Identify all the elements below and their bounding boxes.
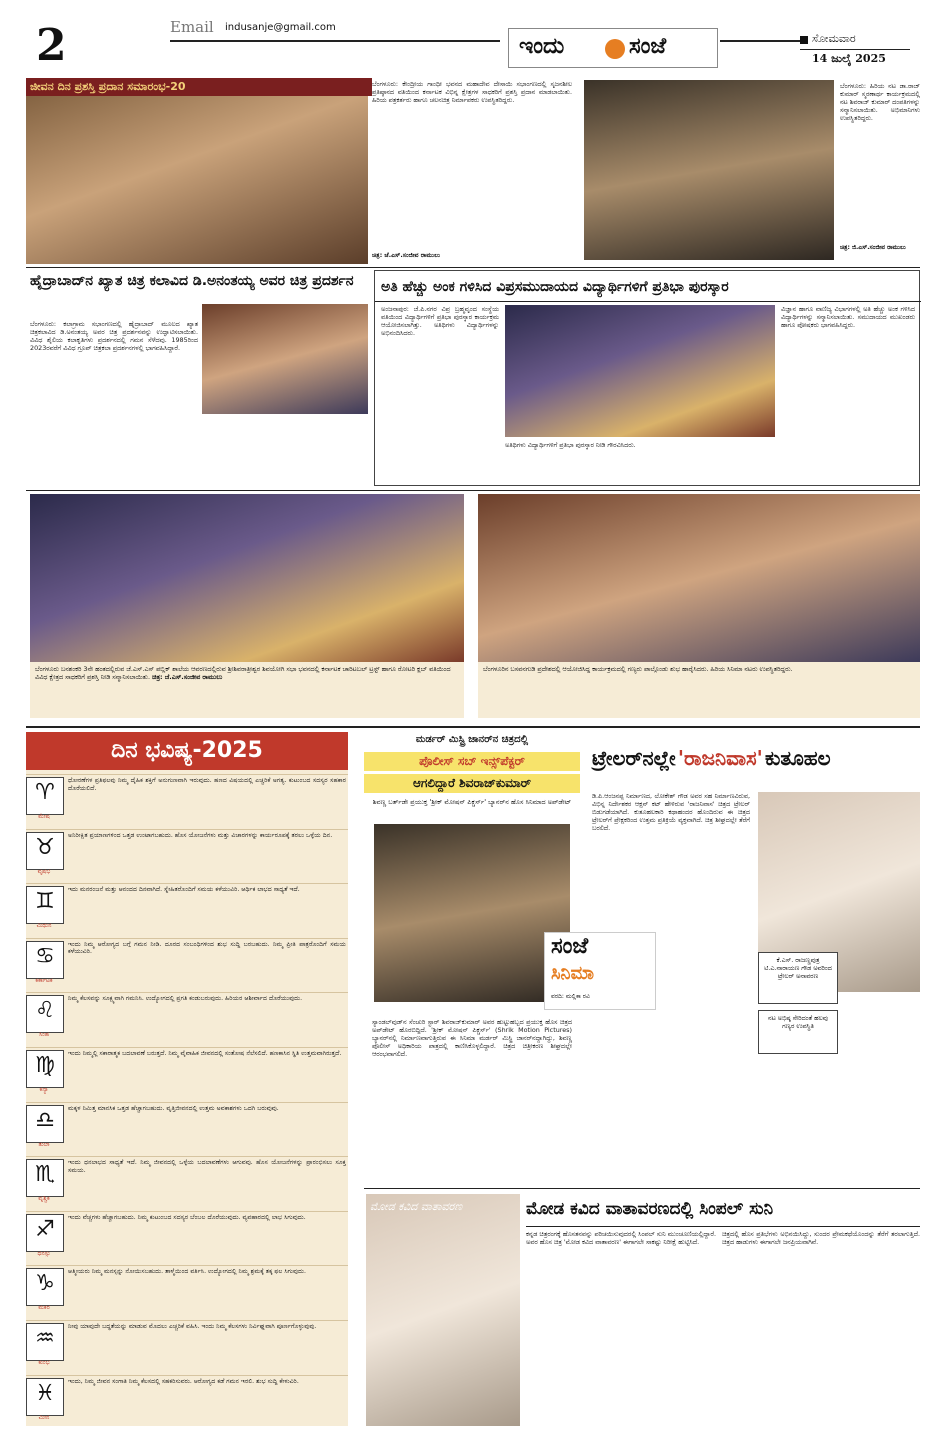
paper-logo xyxy=(508,28,718,68)
cinema-left-section xyxy=(364,732,595,1184)
art-exhibition-body-text: ಬೆಂಗಳೂರು: ಕಲಾಗ್ರಾಮ ಸಭಾಂಗಣದಲ್ಲಿ ಹೈದ್ರಾಬಾದ್ ಮೂಲದ ಖ್ಯಾತ ಚಿತ್ರಕಲಾವಿದ ಡಿ.ಅನಂತಯ್ಯ ಅವರ ಚಿತ್ರ ಪ್ರದರ್ಶನವನ್ನು ಉದ್ಘಾಟಿಸಲಾಯಿತು. ವಿವಿಧ ಶೈಲಿಯ ಕಲಾಕೃತಿಗಳು ಪ್ರದರ್ಶನದಲ್ಲಿ ಗಮನ ಸೆಳೆದವು. 1985ರಿಂದ 2023ರವರೆಗೆ ವಿವಿಧ ಗ್ರೂಪ್ ಚಿತ್ರಕಲಾ ಪ್ರದರ್ಶನಗಳಲ್ಲಿ ಭಾಗವಹಿಸಿದ್ದಾರೆ. xyxy=(30,320,198,352)
masthead xyxy=(0,0,945,76)
zodiac-sign-name: ವೃಷಭ xyxy=(37,867,51,875)
award-photo-credit: ಚಿತ್ರ: ಜೆ.ಎಸ್.ಸಂಜೀವ ರಾಮುಲು xyxy=(372,252,441,259)
rajanivasa-note-1-text: ಕೆ.ಎಸ್. ರಾಜಣ್ಣಪುತ್ರ ಟಿ.ಎ.ನಾರಾಯಣ ಗೌಡ ಅವರಿಂದ ಟ್ರೇಲರ್ ಅನಾವರಣ xyxy=(764,956,832,980)
zodiac-sign-name: ಮೇಷ xyxy=(38,813,50,820)
moda-kavida-headline: ಮೋಡ ಕವಿದ ವಾತಾವರಣದಲ್ಲಿ ಸಿಂಪಲ್ ಸುನಿ xyxy=(526,1199,774,1219)
zodiac-sign-icon: ♑ xyxy=(26,1268,64,1306)
pratibha-photo-caption: ಅತಿಥಿಗಳು ವಿದ್ಯಾರ್ಥಿಗಳಿಗೆ ಪ್ರತಿಭಾ ಪುರಸ್ಕಾರ ನೀಡಿ ಗೌರವಿಸಿದರು. xyxy=(505,441,636,449)
moda-kavida-body-right-text: ಚಿತ್ರದಲ್ಲಿ ಹೊಸ ಪ್ರತಿಭೆಗಳು ಅಭಿನಯಿಸಿದ್ದು, ಸುಂದರ ಪ್ರೇಮಕಥೆಯೊಂದನ್ನು ತೆರೆಗೆ ತರಲಾಗುತ್ತಿದೆ. ಚಿತ್ರದ ಹಾಡುಗಳು ಈಗಾಗಲೇ ಜನಪ್ರಿಯವಾಗಿವೆ. xyxy=(722,1230,920,1246)
horoscope-row xyxy=(26,1156,348,1210)
masthead-line-right xyxy=(720,40,800,42)
zodiac-sign-name: ಕನ್ಯಾ xyxy=(39,1086,49,1093)
rajanivasa-body-col3 xyxy=(758,1082,920,1182)
zodiac-prediction-text: ನೀವು ಯಾವುದೇ ಬದ್ಧತೆಯನ್ನು ಮಾಡುವ ಮೊದಲು ಎಚ್ಚರಿಕೆ ವಹಿಸಿ. ಇಂದು ನಿಮ್ಮ ಕೆಲಸಗಳು ನಿರ್ವಿಘ್ನವಾಗಿ ಪೂರ್ಣಗೊಳ್ಳುವುವು. xyxy=(68,1323,317,1330)
pratibha-box xyxy=(374,270,920,486)
award-function-caption xyxy=(30,662,464,718)
horoscope-row xyxy=(26,1102,348,1156)
felicitation-article-text xyxy=(840,82,920,242)
zodiac-sign-icon: ♎ xyxy=(26,1105,64,1143)
moda-kavida-body-left xyxy=(526,1230,716,1426)
pratibha-award-photo xyxy=(505,305,775,437)
cinema-headline-black: ಆಗಲಿದ್ದಾರೆ ಶಿವರಾಜ್‌ಕುಮಾರ್ xyxy=(364,774,580,793)
zodiac-prediction-text: ಇಂದು, ನಿಮ್ಮ ಜೀವನ ಸಂಗಾತಿ ನಿಮ್ಮ ಕೆಲಸದಲ್ಲಿ ಸಹಕರಿಸುವರು. ಆರೋಗ್ಯದ ಕಡೆ ಗಮನ ಇರಲಿ. ಶುಭ ಸುದ್ದಿ ಕೇಳುವಿರಿ. xyxy=(68,1377,299,1385)
zodiac-sign-icon: ♈ xyxy=(26,777,64,815)
rajanivasa-headline-black: ಟ್ರೇಲರ್‌ನಲ್ಲೇ xyxy=(592,746,676,770)
day-label: ಸೋಮವಾರ xyxy=(812,32,856,45)
zodiac-sign-name: ತುಲಾ xyxy=(38,1140,50,1148)
zodiac-sign-name: ಮೀನ xyxy=(38,1413,50,1421)
award-article-body: ಬೆಂಗಳೂರು: ಕೇಂದ್ರೀಯ ಗಾಂಧೀ ಭವನದ ಮಹಾದೇವ ದೇಸಾಯಿ ಸಭಾಂಗಣದಲ್ಲಿ ಸೃಜನಶೀಲ ಪ್ರತಿಷ್ಠಾನದ ವತಿಯಿಂದ ಕರ್ನಾಟಕ ವಿಭಿನ್ನ ಕ್ಷೇತ್ರಗಳ ಸಾಧಕರಿಗೆ ಪ್ರಶಸ್ತಿ ಪ್ರದಾನ ಮಾಡಲಾಯಿತು. ಹಿರಿಯ ಪತ್ರಕರ್ತರು ಹಾಗೂ ಚಲನಚಿತ್ರ ನಿರ್ಮಾಪಕರು ಉಪಸ್ಥಿತರಿದ್ದರು. xyxy=(372,80,572,104)
zodiac-sign-icon: ♓ xyxy=(26,1378,64,1416)
badge-credit: ವರದಿ: ಮಲ್ಲಿಕಾ ರವಿ xyxy=(551,993,590,1000)
zodiac-sign-name: ಧನಸ್ಸು xyxy=(37,1249,51,1257)
zodiac-prediction-text: ಇದು ಮನರಂಜನೆ ಮತ್ತು ಆನಂದದ ದಿನವಾಗಿದೆ. ಸ್ನೇಹಿತರೊಂದಿಗೆ ಸಮಯ ಕಳೆಯುವಿರಿ. ಆರ್ಥಿಕ ಲಾಭದ ಸಾಧ್ಯತೆ ಇದೆ. xyxy=(68,886,300,894)
moda-kavida-body-left-text: ಕನ್ನಡ ಚಿತ್ರರಂಗಕ್ಕೆ ಹೊಸತನವನ್ನು ಪರಿಚಯಿಸುವುದರಲ್ಲಿ ಸಿಂಪಲ್ ಸುನಿ ಮುಂಚೂಣಿಯಲ್ಲಿದ್ದಾರೆ. ಅವರ ಹೊಸ ಚಿತ್ರ 'ಮೋಡ ಕವಿದ ವಾತಾವರಣ' ಈಗಾಗಲೇ ಸಾಕಷ್ಟು ನಿರೀಕ್ಷೆ ಹುಟ್ಟಿಸಿದೆ. xyxy=(526,1230,716,1246)
dignitaries-event-caption-text: ಬೆಂಗಳೂರಿನ ಬಸವನಗುಡಿ ಪ್ರದೇಶದಲ್ಲಿ ಆಯೋಜಿಸಿದ್ದ ಕಾರ್ಯಕ್ರಮದಲ್ಲಿ ಗಣ್ಯರು ಪಾಲ್ಗೊಂಡು ಶುಭ ಹಾರೈಸಿದರು. ಹಿರಿಯ ಸಿನಿಮಾ ನಟರು ಉಪಸ್ಥಿತರಿದ್ದರು. xyxy=(483,665,793,673)
rajanivasa-note-1 xyxy=(758,952,838,1004)
zodiac-sign-name: ಕರ್ಕಾಟಕ xyxy=(35,976,53,984)
date-box xyxy=(800,30,920,70)
zodiac-sign-icon: ♋ xyxy=(26,941,64,979)
rajanivasa-body xyxy=(592,792,750,1182)
cinema-headline-red: ಪೊಲೀಸ್ ಸಬ್ ಇನ್ಸ್‌ಪೆಕ್ಟರ್ xyxy=(364,752,580,771)
rajanivasa-note-2 xyxy=(758,1010,838,1054)
zodiac-prediction-text: ಇಂದು ನಿಮ್ಮ ಆರೋಗ್ಯದ ಬಗ್ಗೆ ಗಮನ ನೀಡಿ. ದೂರದ ಸಂಬಂಧಿಗಳಿಂದ ಶುಭ ಸುದ್ದಿ ಬರಬಹುದು. ನಿಮ್ಮ ಪ್ರೀತಿ ಪಾತ್ರರೊಂದಿಗೆ ಸಮಯ ಕಳೆಯುವಿರಿ. xyxy=(68,940,346,956)
zodiac-prediction-text: ಇಂದು ಧನಲಾಭದ ಸಾಧ್ಯತೆ ಇದೆ. ನಿಮ್ಮ ಜೀವನದಲ್ಲಿ ಒಳ್ಳೆಯ ಬದಲಾವಣೆಗಳು ಆಗುವವು. ಹೊಸ ಯೋಜನೆಗಳನ್ನು ಪ್ರಾರಂಭಿಸಲು ಸೂಕ್ತ ಸಮಯ. xyxy=(68,1159,346,1174)
award-function-photo xyxy=(30,494,464,662)
rajanivasa-headline xyxy=(592,746,920,782)
email-address[interactable]: indusanje@gmail.com xyxy=(225,22,336,33)
zodiac-sign-icon: ♉ xyxy=(26,832,64,870)
art-exhibition-headline: ಹೈದ್ರಾಬಾದ್‌ನ ಖ್ಯಾತ ಚಿತ್ರ ಕಲಾವಿದ ಡಿ.ಅನಂತಯ್ಯ ಅವರ ಚಿತ್ರ ಪ್ರದರ್ಶನ xyxy=(30,273,354,289)
zodiac-sign-icon: ♏ xyxy=(26,1159,64,1197)
poster-title-text: ಮೋಡ ಕವಿದ ವಾತಾವರಣ xyxy=(370,1200,463,1213)
art-exhibition-body xyxy=(30,320,198,486)
divider-cinema xyxy=(364,1188,920,1189)
zodiac-sign-name: ವೃಶ್ಚಿಕ xyxy=(38,1195,50,1203)
award-banner: ಜೀವನ ದಿನ ಪ್ರಶಸ್ತಿ ಪ್ರದಾನ ಸಮಾರಂಭ-20 xyxy=(26,78,372,96)
dignitaries-event-photo xyxy=(478,494,920,662)
horoscope-row xyxy=(26,1265,348,1319)
felicitation-article-body: ಬೆಂಗಳೂರು: ಹಿರಿಯ ನಟ ಡಾ.ರಾಜ್ ಕುಮಾರ್ ಸ್ಮರಣಾರ್ಥ ಕಾರ್ಯಕ್ರಮದಲ್ಲಿ ನಟ ಶಿವರಾಜ್ ಕುಮಾರ್ ದಂಪತಿಗಳನ್ನು ಸನ್ಮಾನಿಸಲಾಯಿತು. ಅಭಿಮಾನಿಗಳು ಉಪಸ್ಥಿತರಿದ್ದರು. xyxy=(840,82,920,122)
pratibha-body-left: ಅಂಜನಾಪುರ: ಜೆ.ಪಿ.ನಗರ ವಿಪ್ರ ಬ್ರಹ್ಮವೃಂದ ಸಂಸ್ಥೆಯ ವತಿಯಿಂದ ವಿದ್ಯಾರ್ಥಿಗಳಿಗೆ ಪ್ರತಿಭಾ ಪುರಸ್ಕಾರ ಕಾರ್ಯಕ್ರಮ ಆಯೋಜಿಸಲಾಗಿತ್ತು. ಅತಿಥಿಗಳು ವಿದ್ಯಾರ್ಥಿಗಳನ್ನು ಅಭಿನಂದಿಸಿದರು. xyxy=(381,305,499,337)
cinema-kicker: ಮರ್ಡರ್ ಮಿಸ್ಟ್ರಿ ಜಾನರ್‌ನ ಚಿತ್ರದಲ್ಲಿ xyxy=(415,734,529,745)
masthead-line-left xyxy=(170,40,500,42)
rajanivasa-body-col2 xyxy=(844,1000,920,1080)
sun-logo-icon xyxy=(605,39,625,59)
award-function-caption-text: ಬೆಂಗಳೂರು ಬನಶಂಕರಿ 3ನೇ ಹಂತದಲ್ಲಿರುವ ಜೆ.ಎಸ್.ಎಸ್ ಪಬ್ಲಿಕ್ ಶಾಲೆಯ ಆವರಣದಲ್ಲಿರುವ ಶ್ರೀಶಿವರಾತ್ರೀಶ್ವರ ಶಿವಯೋಗಿ ಸಭಾ ಭವನದಲ್ಲಿ ಕರ್ನಾಟಕ ಚಾರಿಟಬಲ್ ಟ್ರಸ್ಟ್ ಹಾಗೂ ರೋಟರಿ ಕ್ಲಬ್ ವತಿಯಿಂದ ವಿವಿಧ ಕ್ಷೇತ್ರದ ಸಾಧಕರಿಗೆ ಪ್ರಶಸ್ತಿ ನೀಡಿ ಸನ್ಮಾನಿಸಲಾಯಿತು. xyxy=(35,665,451,681)
badge-top-text: ಸಂಜೆ xyxy=(551,934,589,959)
rajanivasa-headline-tail: ಕುತೂಹಲ xyxy=(765,746,831,770)
zodiac-sign-name: ಮಿಥುನ xyxy=(36,922,52,930)
horoscope-row xyxy=(26,883,348,937)
cinema-left-body: ಸ್ಯಾಂಡಲ್‌ವುಡ್‌ನ ಸೆಂಚುರಿ ಸ್ಟಾರ್ ಶಿವರಾಜ್‌ಕುಮಾರ್ ಅವರ ಹುಟ್ಟುಹಬ್ಬದ ಪ್ರಯುಕ್ತ ಹೊಸ ಚಿತ್ರದ ಅಪ್‌ಡೇಟ್ ಹೊರಬಿದ್ದಿದೆ. 'ಶ್ರೀಕ್ ಮೋಷನ್ ಪಿಕ್ಚರ್ಸ್' (Shrik Motion Pictures) ಬ್ಯಾನರ್‌ನಲ್ಲಿ ನಿರ್ಮಾಣವಾಗುತ್ತಿರುವ ಈ ಸಿನಿಮಾ ಮರ್ಡರ್ ಮಿಸ್ಟ್ರಿ ಜಾನರ್‌ನದ್ದಾಗಿದ್ದು, ಶಿವಣ್ಣ ಪೊಲೀಸ್ ಅಧಿಕಾರಿಯ ಪಾತ್ರದಲ್ಲಿ ಕಾಣಿಸಿಕೊಳ್ಳಲಿದ್ದಾರೆ. ಚಿತ್ರದ ಚಿತ್ರೀಕರಣ ಶೀಘ್ರದಲ್ಲೇ ಆರಂಭವಾಗಲಿದೆ. xyxy=(372,1018,572,1058)
horoscope-row xyxy=(26,1211,348,1265)
page-number: 2 xyxy=(36,20,67,71)
zodiac-sign-icon: ♍ xyxy=(26,1050,64,1088)
moda-headline-rule xyxy=(526,1226,920,1227)
horoscope-row xyxy=(26,774,348,828)
badge-bottom-text: ಸಿನಿಮಾ xyxy=(551,963,595,984)
zodiac-sign-name: ಕುಂಭ xyxy=(38,1359,50,1366)
horoscope-row xyxy=(26,829,348,883)
rajanivasa-body-text: ಡಿ.ಪಿ.ಆಂಜನಪ್ಪ ನಿರ್ಮಾಣದ, ಲೋಕೇಶ್ ಗೌಡ ಅವರ ಸಹ ನಿರ್ಮಾಣವಿರುವ, ವಿಭಿನ್ನ ನಿರ್ದೇಶಕರ ಆಕ್ಷನ್ ಕಟ್ ಹೇಳಿರುವ 'ರಾಜನಿವಾಸ' ಚಿತ್ರದ ಟ್ರೇಲರ್ ಬಿಡುಗಡೆಯಾಗಿದೆ. ಕುತೂಹಲಕಾರಿ ಕಥಾಹಂದರ ಹೊಂದಿರುವ ಈ ಚಿತ್ರದ ಟ್ರೇಲರ್‌ಗೆ ಪ್ರೇಕ್ಷಕರಿಂದ ಉತ್ತಮ ಪ್ರತಿಕ್ರಿಯೆ ವ್ಯಕ್ತವಾಗಿದೆ. ಚಿತ್ರ ಶೀಘ್ರದಲ್ಲೇ ತೆರೆಗೆ ಬರಲಿದೆ. xyxy=(592,792,750,832)
zodiac-prediction-text: ಅನಿರೀಕ್ಷಿತ ಪ್ರಯಾಣಗಳಿಂದ ಒತ್ತಡ ಉಂಟಾಗಬಹುದು. ಹೊಸ ಯೋಜನೆಗಳು ಮತ್ತು ವಿಚಾರಗಳನ್ನು ಕಾರ್ಯರೂಪಕ್ಕೆ ತರಲು ಒಳ್ಳೆಯ ದಿನ. xyxy=(68,831,333,839)
horoscope-row xyxy=(26,1047,348,1101)
horoscope-title: ದಿನ ಭವಿಷ್ಯ-2025 xyxy=(26,732,348,770)
rajanivasa-note-2-text: ನಟ ಅಭಿಷ್ಠ ಸೇರಿದಂತೆ ಹಲವು ಗಣ್ಯರ ಉಪಸ್ಥಿತಿ xyxy=(768,1014,828,1030)
paper-name-right: ಸಂಜೆ xyxy=(629,34,667,59)
art-exhibition-body-continued xyxy=(202,418,368,486)
moda-kavida-body-right xyxy=(722,1230,920,1426)
divider-top xyxy=(26,267,920,268)
zodiac-prediction-text: ನಿಮ್ಮ ಕೆಲಸವನ್ನು ಸೂಕ್ಷ್ಮವಾಗಿ ಗಮನಿಸಿ. ಉದ್ಯೋಗದಲ್ಲಿ ಪ್ರಗತಿ ಕಂಡುಬರುವುದು. ಹಿರಿಯರ ಆಶೀರ್ವಾದ ದೊರೆಯುವುದು. xyxy=(68,995,303,1003)
date-label: 14 ಜುಲೈ 2025 xyxy=(812,52,886,65)
shivarajkumar-poster-photo xyxy=(374,824,570,1002)
award-function-credit: ಚಿತ್ರ: ಜೆ.ಎಸ್.ಸಂಜೀವ ರಾಮುಲು xyxy=(152,673,223,681)
zodiac-sign-icon: ♒ xyxy=(26,1323,64,1361)
zodiac-prediction-text: ಮಕ್ಕಳ ನಿಮಿತ್ತ ಮಾನಸಿಕ ಒತ್ತಡ ಹೆಚ್ಚಾಗಬಹುದು. ವೃತ್ತಿಜೀವನದಲ್ಲಿ ಉತ್ತಮ ಅವಕಾಶಗಳು ಒದಗಿ ಬರುವುವು. xyxy=(68,1104,279,1112)
zodiac-sign-icon: ♐ xyxy=(26,1214,64,1252)
horoscope-row xyxy=(26,1375,348,1429)
square-icon xyxy=(800,36,808,44)
horoscope-row xyxy=(26,1320,348,1374)
cinema-tagline: ಶಿವಣ್ಣ ಬರ್ತ್‌ಡೇ ಪ್ರಯುಕ್ತ 'ಶ್ರೀಕ್ ಮೋಷನ್ ಪಿಕ್ಚರ್ಸ್' ಬ್ಯಾನರ್‌ನ ಹೊಸ ಸಿನಿಮಾದ ಅಪ್‌ಡೇಟ್ xyxy=(372,798,572,806)
pratibha-body-right: ವಿಜ್ಞಾನ ಹಾಗೂ ವಾಣಿಜ್ಯ ವಿಭಾಗಗಳಲ್ಲಿ ಅತಿ ಹೆಚ್ಚು ಅಂಕ ಗಳಿಸಿದ ವಿದ್ಯಾರ್ಥಿಗಳನ್ನು ಸನ್ಮಾನಿಸಲಾಯಿತು. ಸಮುದಾಯದ ಮುಖಂಡರು ಹಾಗೂ ಪೋಷಕರು ಭಾಗವಹಿಸಿದ್ದರು. xyxy=(781,305,915,329)
felicitation-photo-credit: ಚಿತ್ರ: ಜಿ.ಎಸ್.ಸಂಜೀವ ರಾಮುಲು xyxy=(840,244,906,251)
zodiac-sign-icon: ♊ xyxy=(26,886,64,924)
award-ceremony-photo xyxy=(26,78,368,264)
zodiac-prediction-text: ಆತ್ಮೀಯರು ನಿಮ್ಮ ಮನಸ್ಸನ್ನು ನೋಯಿಸಬಹುದು. ತಾಳ್ಮೆಯಿಂದ ವರ್ತಿಸಿ. ಉದ್ಯೋಗದಲ್ಲಿ ನಿಮ್ಮ ಶ್ರಮಕ್ಕೆ ತಕ್ಕ ಫಲ ಸಿಗುವುದು. xyxy=(68,1268,306,1276)
zodiac-prediction-text: ಧೋರಣೆಗಳ ಪ್ರತಿಫಲವು ನಿಮ್ಮ ದೈಹಿಕ ಶಕ್ತಿಗೆ ಅನುಗುಣವಾಗಿ ಇರುವುದು. ಹಣದ ವಿಷಯದಲ್ಲಿ ಎಚ್ಚರಿಕೆ ಅಗತ್ಯ. ಕುಟುಂಬದ ಸದಸ್ಯರ ಸಹಕಾರ ದೊರೆಯಲಿದೆ. xyxy=(68,777,346,792)
zodiac-prediction-text: ಇಂದು ನಿಮ್ಮಲ್ಲಿ ಸಕಾರಾತ್ಮಕ ಬದಲಾವಣೆ ಬರುತ್ತದೆ. ನಿಮ್ಮ ವೈವಾಹಿಕ ಜೀವನದಲ್ಲಿ ಸಂತೋಷ ನೆಲೆಸಲಿದೆ. ಹಣಕಾಸಿನ ಸ್ಥಿತಿ ಉತ್ತಮವಾಗಿರುತ್ತದೆ. xyxy=(68,1050,342,1057)
dignitaries-event-caption xyxy=(478,662,920,718)
zodiac-sign-name: ಮಕರ xyxy=(38,1304,50,1312)
pratibha-headline: ಅತಿ ಹೆಚ್ಚು ಅಂಕ ಗಳಿಸಿದ ವಿಪ್ರಸಮುದಾಯದ ವಿದ್ಯಾರ್ಥಿಗಳಿಗೆ ಪ್ರತಿಭಾ ಪುರಸ್ಕಾರ xyxy=(381,279,729,295)
shivarajkumar-felicitation-photo xyxy=(584,80,834,260)
rajanivasa-headline-red: 'ರಾಜನಿವಾಸ' xyxy=(677,746,763,770)
zodiac-sign-icon: ♌ xyxy=(26,995,64,1033)
paper-name-left: ಇಂದು xyxy=(519,34,565,59)
divider-bottom xyxy=(26,726,920,728)
horoscope-row xyxy=(26,992,348,1046)
divider-mid xyxy=(26,490,920,491)
moda-kavida-poster-photo xyxy=(366,1194,520,1426)
award-article-text xyxy=(372,80,572,250)
zodiac-sign-name: ಸಿಂಹ xyxy=(38,1031,49,1039)
art-exhibition-photo xyxy=(202,304,368,414)
horoscope-row xyxy=(26,938,348,992)
zodiac-prediction-text: ಇಂದು ವೆಚ್ಚಗಳು ಹೆಚ್ಚಾಗಬಹುದು. ನಿಮ್ಮ ಕುಟುಂಬದ ಸದಸ್ಯರ ಬೆಂಬಲ ದೊರೆಯುವುದು. ವ್ಯವಹಾರದಲ್ಲಿ ಲಾಭ ಸಿಗುವುದು. xyxy=(68,1213,306,1221)
email-label: Email xyxy=(170,18,214,36)
